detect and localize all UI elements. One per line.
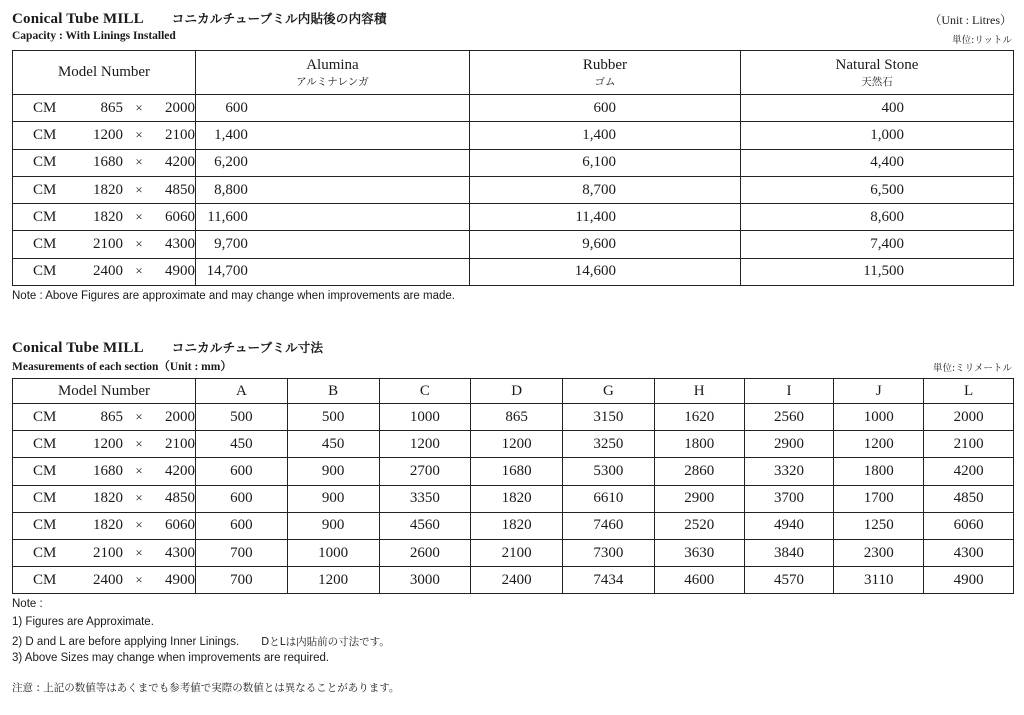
dimension-g-cell: 7434 bbox=[563, 567, 655, 594]
dimension-g-cell: 5300 bbox=[563, 458, 655, 485]
model-number-cell bbox=[13, 258, 196, 285]
dimension-i-cell: 2560 bbox=[744, 404, 834, 431]
notes-heading: Note : bbox=[12, 598, 43, 610]
rubber-value: 11,400 bbox=[469, 204, 740, 231]
model-times: × bbox=[135, 490, 143, 506]
header-col-g: G bbox=[563, 379, 655, 404]
model-length: 4850 bbox=[165, 181, 195, 198]
model-diameter: 1680 bbox=[93, 462, 123, 479]
measurements-title-jp: コニカルチューブミル寸法 bbox=[171, 340, 324, 355]
measurements-subtitle: Measurements of each section（Unit : mm） bbox=[12, 361, 232, 373]
model-diameter: 865 bbox=[100, 408, 123, 425]
dimension-l-cell: 4300 bbox=[924, 539, 1014, 566]
alumina-value: 14,700 bbox=[196, 258, 470, 285]
dimension-c-cell: 1000 bbox=[379, 404, 471, 431]
dimension-j-cell: 1700 bbox=[834, 485, 924, 512]
dimension-i-cell: 2900 bbox=[744, 431, 834, 458]
header-col-c: C bbox=[379, 379, 471, 404]
dimension-l-cell: 2100 bbox=[924, 431, 1014, 458]
capacity-note: Note : Above Figures are approximate and may change when improvements are made. bbox=[12, 290, 455, 302]
capacity-unit-jp: 単位:リットル bbox=[952, 35, 1012, 46]
dimension-a-cell: 600 bbox=[196, 485, 288, 512]
header-col-i: I bbox=[744, 379, 834, 404]
dimension-c-cell: 3350 bbox=[379, 485, 471, 512]
dimension-c-cell: 3000 bbox=[379, 567, 471, 594]
dimension-c-cell: 1200 bbox=[379, 431, 471, 458]
model-length: 4300 bbox=[165, 236, 195, 253]
header-natural-stone: Natural Stone 天然石 bbox=[741, 51, 1014, 95]
model-length: 4900 bbox=[165, 571, 195, 588]
dimension-d-cell: 1200 bbox=[471, 431, 563, 458]
capacity-title-en: Conical Tube MILL bbox=[12, 11, 144, 27]
dimension-j-cell: 1800 bbox=[834, 458, 924, 485]
dimension-b-cell: 450 bbox=[287, 431, 379, 458]
dimension-g-cell: 7460 bbox=[563, 512, 655, 539]
dimension-b-cell: 900 bbox=[287, 458, 379, 485]
dimension-c-cell: 4560 bbox=[379, 512, 471, 539]
note-jp: 注意 : 上記の数値等はあくまでも参考値で実際の数値とは異なることがあります。 bbox=[12, 682, 400, 694]
model-diameter: 865 bbox=[100, 99, 123, 116]
dimension-g-cell: 3150 bbox=[563, 404, 655, 431]
capacity-unit: （Unit : Litres） bbox=[929, 13, 1012, 27]
dimension-d-cell: 2100 bbox=[471, 539, 563, 566]
measurements-row bbox=[13, 458, 1014, 485]
model-length: 6060 bbox=[165, 517, 195, 534]
header-alumina: Alumina アルミナレンガ bbox=[196, 51, 470, 95]
rubber-value: 9,600 bbox=[469, 231, 740, 258]
capacity-row bbox=[13, 258, 1014, 285]
dimension-h-cell: 2860 bbox=[654, 458, 744, 485]
dimension-i-cell: 4570 bbox=[744, 567, 834, 594]
alumina-value: 11,600 bbox=[196, 204, 470, 231]
measurements-row bbox=[13, 485, 1014, 512]
measurements-row bbox=[13, 539, 1014, 566]
dimension-c-cell: 2700 bbox=[379, 458, 471, 485]
measurements-row bbox=[13, 567, 1014, 594]
capacity-row bbox=[13, 95, 1014, 122]
header-col-a: A bbox=[196, 379, 288, 404]
model-times: × bbox=[135, 544, 143, 560]
capacity-row bbox=[13, 231, 1014, 258]
dimension-d-cell: 865 bbox=[471, 404, 563, 431]
model-prefix: CM bbox=[33, 99, 57, 116]
stone-value: 7,400 bbox=[741, 231, 1014, 258]
model-times: × bbox=[135, 435, 143, 451]
model-prefix: CM bbox=[33, 208, 57, 225]
measurements-unit-jp: 単位:ミリメートル bbox=[932, 363, 1012, 374]
capacity-header-row bbox=[13, 51, 1014, 95]
measurements-title bbox=[12, 338, 323, 357]
stone-value: 11,500 bbox=[741, 258, 1014, 285]
capacity-title-jp: コニカルチューブミル内貼後の内容積 bbox=[171, 11, 387, 26]
model-diameter: 1820 bbox=[93, 181, 123, 198]
dimension-c-cell: 2600 bbox=[379, 539, 471, 566]
model-number-cell bbox=[13, 122, 196, 149]
dimension-g-cell: 6610 bbox=[563, 485, 655, 512]
capacity-row bbox=[13, 149, 1014, 176]
model-number-cell bbox=[13, 95, 196, 122]
dimension-g-cell: 7300 bbox=[563, 539, 655, 566]
model-prefix: CM bbox=[33, 462, 57, 479]
rubber-value: 1,400 bbox=[469, 122, 740, 149]
dimension-i-cell: 3840 bbox=[744, 539, 834, 566]
dimension-b-cell: 500 bbox=[287, 404, 379, 431]
capacity-row bbox=[13, 176, 1014, 203]
model-diameter: 2100 bbox=[93, 544, 123, 561]
model-number-cell bbox=[13, 458, 196, 485]
model-length: 2100 bbox=[165, 435, 195, 452]
model-times: × bbox=[135, 236, 143, 252]
model-diameter: 1820 bbox=[93, 490, 123, 507]
dimension-l-cell: 6060 bbox=[924, 512, 1014, 539]
header-model-number: Model Number bbox=[13, 51, 196, 95]
dimension-i-cell: 3320 bbox=[744, 458, 834, 485]
model-prefix: CM bbox=[33, 154, 57, 171]
model-number-cell bbox=[13, 539, 196, 566]
header-col-l: L bbox=[924, 379, 1014, 404]
model-times: × bbox=[135, 408, 143, 424]
model-diameter: 1820 bbox=[93, 208, 123, 225]
model-diameter: 2100 bbox=[93, 236, 123, 253]
dimension-d-cell: 2400 bbox=[471, 567, 563, 594]
model-prefix: CM bbox=[33, 544, 57, 561]
rubber-value: 600 bbox=[469, 95, 740, 122]
model-prefix: CM bbox=[33, 571, 57, 588]
model-diameter: 1200 bbox=[93, 126, 123, 143]
measurements-row bbox=[13, 431, 1014, 458]
model-diameter: 2400 bbox=[93, 571, 123, 588]
model-diameter: 1680 bbox=[93, 154, 123, 171]
stone-value: 1,000 bbox=[741, 122, 1014, 149]
capacity-subtitle: Capacity : With Linings Installed bbox=[12, 30, 176, 42]
dimension-h-cell: 1620 bbox=[654, 404, 744, 431]
model-times: × bbox=[135, 462, 143, 478]
dimension-d-cell: 1820 bbox=[471, 512, 563, 539]
measurements-row bbox=[13, 404, 1014, 431]
dimension-l-cell: 4850 bbox=[924, 485, 1014, 512]
note-3: 3) Above Sizes may change when improvements are required. bbox=[12, 652, 330, 664]
model-prefix: CM bbox=[33, 408, 57, 425]
model-number-cell bbox=[13, 231, 196, 258]
header-col-b: B bbox=[287, 379, 379, 404]
model-length: 6060 bbox=[165, 208, 195, 225]
measurements-table bbox=[12, 378, 1014, 594]
dimension-a-cell: 500 bbox=[196, 404, 288, 431]
model-times: × bbox=[135, 126, 143, 142]
model-number-cell bbox=[13, 176, 196, 203]
model-number-cell bbox=[13, 512, 196, 539]
capacity-row bbox=[13, 204, 1014, 231]
dimension-d-cell: 1680 bbox=[471, 458, 563, 485]
header-col-j: J bbox=[834, 379, 924, 404]
note-2-jp: DとLは内貼前の寸法です。 bbox=[261, 636, 390, 648]
rubber-value: 6,100 bbox=[469, 149, 740, 176]
dimension-h-cell: 2900 bbox=[654, 485, 744, 512]
model-times: × bbox=[135, 154, 143, 170]
header-col-d: D bbox=[471, 379, 563, 404]
dimension-b-cell: 900 bbox=[287, 512, 379, 539]
dimension-l-cell: 2000 bbox=[924, 404, 1014, 431]
alumina-value: 8,800 bbox=[196, 176, 470, 203]
stone-value: 6,500 bbox=[741, 176, 1014, 203]
header-rubber: Rubber ゴム bbox=[469, 51, 740, 95]
model-number-cell bbox=[13, 431, 196, 458]
model-number-cell bbox=[13, 149, 196, 176]
dimension-j-cell: 3110 bbox=[834, 567, 924, 594]
dimension-a-cell: 700 bbox=[196, 539, 288, 566]
alumina-value: 6,200 bbox=[196, 149, 470, 176]
model-times: × bbox=[135, 99, 143, 115]
model-number-cell bbox=[13, 485, 196, 512]
model-prefix: CM bbox=[33, 236, 57, 253]
model-prefix: CM bbox=[33, 126, 57, 143]
dimension-j-cell: 2300 bbox=[834, 539, 924, 566]
dimension-a-cell: 700 bbox=[196, 567, 288, 594]
dimension-l-cell: 4200 bbox=[924, 458, 1014, 485]
dimension-h-cell: 4600 bbox=[654, 567, 744, 594]
measurements-header-row bbox=[13, 379, 1014, 404]
capacity-title bbox=[12, 9, 387, 28]
dimension-j-cell: 1200 bbox=[834, 431, 924, 458]
model-prefix: CM bbox=[33, 490, 57, 507]
dimension-l-cell: 4900 bbox=[924, 567, 1014, 594]
model-length: 2000 bbox=[165, 99, 195, 116]
dimension-i-cell: 4940 bbox=[744, 512, 834, 539]
rubber-value: 14,600 bbox=[469, 258, 740, 285]
note-1: 1) Figures are Approximate. bbox=[12, 616, 154, 628]
capacity-table bbox=[12, 50, 1014, 286]
model-length: 2100 bbox=[165, 126, 195, 143]
model-times: × bbox=[135, 181, 143, 197]
model-prefix: CM bbox=[33, 181, 57, 198]
dimension-h-cell: 1800 bbox=[654, 431, 744, 458]
dimension-j-cell: 1250 bbox=[834, 512, 924, 539]
stone-value: 8,600 bbox=[741, 204, 1014, 231]
model-diameter: 1200 bbox=[93, 435, 123, 452]
model-prefix: CM bbox=[33, 435, 57, 452]
model-length: 2000 bbox=[165, 408, 195, 425]
measurements-title-en: Conical Tube MILL bbox=[12, 340, 144, 356]
model-number-cell bbox=[13, 404, 196, 431]
dimension-a-cell: 600 bbox=[196, 512, 288, 539]
model-length: 4300 bbox=[165, 544, 195, 561]
model-length: 4900 bbox=[165, 263, 195, 280]
dimension-a-cell: 450 bbox=[196, 431, 288, 458]
rubber-value: 8,700 bbox=[469, 176, 740, 203]
dimension-a-cell: 600 bbox=[196, 458, 288, 485]
dimension-b-cell: 900 bbox=[287, 485, 379, 512]
note-2-en: 2) D and L are before applying Inner Linings. bbox=[12, 636, 240, 648]
dimension-b-cell: 1000 bbox=[287, 539, 379, 566]
measurements-row bbox=[13, 512, 1014, 539]
dimension-i-cell: 3700 bbox=[744, 485, 834, 512]
dimension-j-cell: 1000 bbox=[834, 404, 924, 431]
model-length: 4850 bbox=[165, 490, 195, 507]
model-prefix: CM bbox=[33, 263, 57, 280]
stone-value: 4,400 bbox=[741, 149, 1014, 176]
model-prefix: CM bbox=[33, 517, 57, 534]
note-2 bbox=[12, 634, 390, 649]
model-times: × bbox=[135, 571, 143, 587]
model-diameter: 1820 bbox=[93, 517, 123, 534]
header-model-number: Model Number bbox=[13, 379, 196, 404]
dimension-b-cell: 1200 bbox=[287, 567, 379, 594]
model-number-cell bbox=[13, 204, 196, 231]
dimension-h-cell: 3630 bbox=[654, 539, 744, 566]
dimension-h-cell: 2520 bbox=[654, 512, 744, 539]
alumina-value: 1,400 bbox=[196, 122, 470, 149]
model-times: × bbox=[135, 263, 143, 279]
dimension-d-cell: 1820 bbox=[471, 485, 563, 512]
model-times: × bbox=[135, 208, 143, 224]
capacity-row bbox=[13, 122, 1014, 149]
alumina-value: 9,700 bbox=[196, 231, 470, 258]
model-times: × bbox=[135, 517, 143, 533]
model-length: 4200 bbox=[165, 154, 195, 171]
header-col-h: H bbox=[654, 379, 744, 404]
model-diameter: 2400 bbox=[93, 263, 123, 280]
alumina-value: 600 bbox=[196, 95, 470, 122]
model-number-cell bbox=[13, 567, 196, 594]
stone-value: 400 bbox=[741, 95, 1014, 122]
dimension-g-cell: 3250 bbox=[563, 431, 655, 458]
model-length: 4200 bbox=[165, 462, 195, 479]
